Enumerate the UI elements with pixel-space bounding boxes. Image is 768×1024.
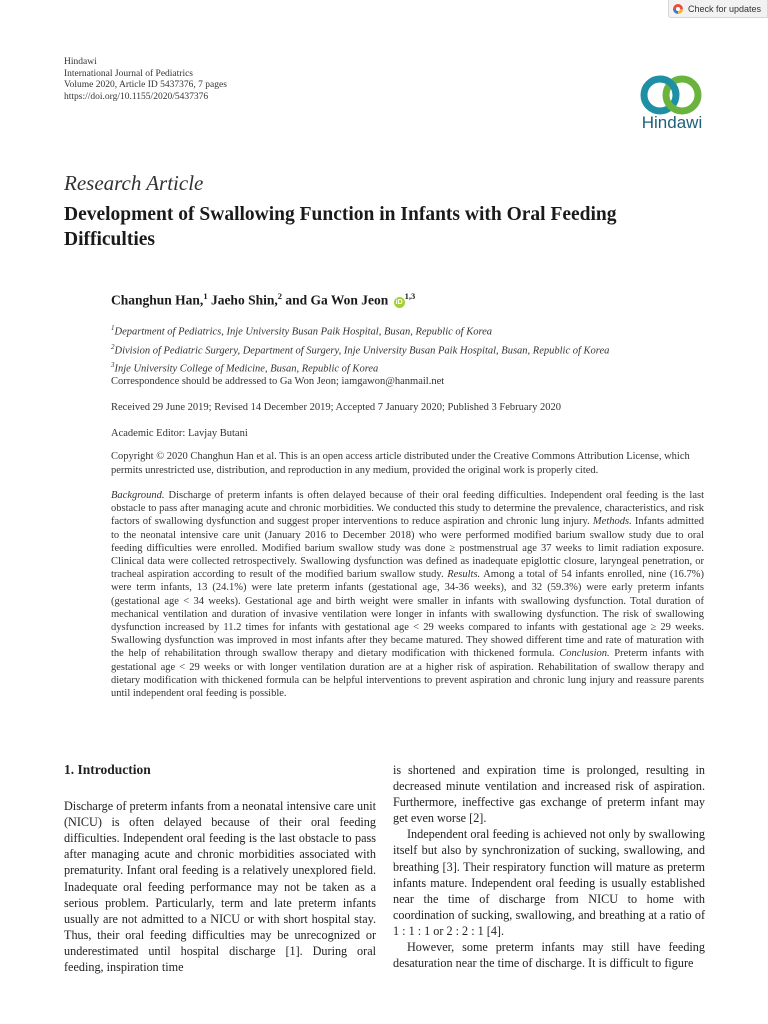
author-affil-sup: 2 [277,291,282,301]
abstract-results-label: Results. [447,569,481,581]
abstract-results: Among a total of 54 infants enrolled, nine (16.7%) were term infants, 13 (24.1%) were late preterm infants (gestational age, 34-36 weeks), and 32 (59.3%) were early preterm infants (gestational age < 34 weeks). Gestational age and birth weight were smaller in infants with swallowing dysfunction. Total duration of mechanical ventilation and duration of invasive ventilation were longer in infants with swallowing dysfunction. The risk of swallowing dysfunction increased by 11.2 times for infants with gestational age < 29 weeks compared to infants with gestational age ≥ 29 weeks. Swallowing dysfunction was improved in most infants after they became matured. They showed different time and rate of maturation with the help of rehabilitation through swallow therapy and dietary modification with thickened formula. [111,569,704,660]
affil-text: Division of Pediatric Surgery, Department of Surgery, Inje University Busan Paik Hospital, Busan, Republic of Korea [114,345,610,356]
affil-sup: 1 [111,324,115,332]
article-type: Research Article [64,171,204,195]
affiliation-item [111,358,609,377]
abstract-background: Discharge of preterm infants is often delayed because of their oral feeding difficulties. Independent oral feeding is the last obstacle to pass after managing acute and chronic morbidities. We conducted this study to determine the prevalence, characteristics, and risk factors of swallowing dysfunction and suggest proper interventions to reduce aspiration and chronic lung injury. [111,490,704,528]
body-paragraph: Independent oral feeding is achieved not only by swallowing itself but also by synchronization of sucking, swallowing, and breathing [3]. Their respiratory function will mature as preterm infants mature. Independent oral feeding is usually established near the time of discharge from NICU to home with coordination of sucking, swallowing, and breathing at a ratio of 1 : 1 : 1 or 2 : 2 : 1 [4]. [393,827,705,938]
affil-text: Inje University College of Medicine, Busan, Republic of Korea [114,363,379,375]
orcid-icon[interactable]: iD [395,298,403,306]
article-title: Development of Swallowing Function in Infants with Oral Feeding Difficulties [64,204,617,250]
author-name[interactable]: and Ga Won Jeon [285,292,389,308]
affiliation-item [111,321,609,340]
publication-dates: Received 29 June 2019; Revised 14 December 2019; Accepted 7 January 2020; Published 3 February 2020 [111,402,561,413]
abstract [111,489,704,700]
body-column-left [64,762,376,975]
abstract-background-label: Background. [111,490,165,501]
check-for-updates-label: Check for updates [688,3,762,14]
author-name[interactable]: Changhun Han, [111,292,204,308]
correspondence: Correspondence should be addressed to Ga Won Jeon; iamgawon@hanmail.net [111,376,445,387]
abstract-conclusion: Preterm infants with gestational age < 29 weeks or with longer ventilation duration are at a higher risk of aspiration. Rehabilitation of swallow therapy and dietary modification with thickened formula can be helpful interventions to prevent aspiration and chronic lung injury and reassure parents until independent oral feeding is possible. [111,648,705,700]
author-name[interactable]: Jaeho Shin, [210,292,278,308]
abstract-methods-label: Methods. [592,516,632,528]
author-list [111,291,415,309]
body-column-right [393,762,705,971]
body-paragraph: Discharge of preterm infants from a neonatal intensive care unit (NICU) is often delayed because of their oral feeding difficulties. Independent oral feeding is the last obstacle to pass after managing acute and chronic morbidities associated with prematurity. Infant oral feeding is a relatively unexplored field. Inadequate oral feeding performance may not be taken as a serious problem. Particularly, term and late preterm infants usually are not admitted to a NICU or with short hospital stay. Thus, their oral feeding difficulties may be unrecognized or underestimated until hospital discharge [1]. During oral feeding, inspiration time [64,799,376,975]
affiliation-item [111,340,609,359]
body-paragraph: However, some preterm infants may still have feeding desaturation near the time of discharge. It is difficult to figure [393,940,705,971]
author-affil-sup: 1 [203,291,208,301]
affil-sup: 2 [111,342,115,351]
journal-meta [64,57,227,103]
abstract-methods: Infants admitted to the neonatal intensive care unit (January 2016 to December 2018) who were performed modified barium swallow study due to oral feeding difficulties were enrolled. Modified barium swallow study was done ≥ postmenstrual age 37 weeks to limit radiation exposure. Clinical data were collected retrospectively. Swallowing dysfunction was defined as inadequate epiglottic closure, laryngeal penetration, or tracheal aspiration according to result of the modified barium swallow study. [111,516,704,581]
affiliations [111,321,609,377]
check-for-updates-button[interactable] [668,0,768,18]
abstract-conclusion-label: Conclusion. [559,648,610,660]
volume-info: Volume 2020, Article ID 5437376, 7 pages [64,80,227,90]
body-paragraph: is shortened and expiration time is prolonged, resulting in decreased minute ventilation and increased risk of aspiration. Furthermore, ineffective gas exchange of preterm infant may get even worse [2]. [393,763,705,826]
journal-name: International Journal of Pediatrics [64,68,194,79]
publisher-name: Hindawi [64,57,97,67]
author-affil-sup: 1,3 [404,291,416,301]
doi-link[interactable]: https://doi.org/10.1155/2020/5437376 [64,91,209,102]
hindawi-wordmark: Hindawi [641,113,703,132]
affil-sup: 3 [111,361,115,369]
affil-text: Department of Pediatrics, Inje University Busan Paik Hospital, Busan, Republic of Korea [114,326,493,338]
crossmark-icon [673,4,683,14]
academic-editor: Academic Editor: Lavjay Butani [111,428,248,439]
section-heading: 1. Introduction [64,762,151,777]
copyright-notice: Copyright © 2020 Changhun Han et al. This is an open access article distributed under the Creative Commons Attribution License, which permits unrestricted use, distribution, and reproduction in any medium, provided the original work is properly cited. [111,451,690,476]
